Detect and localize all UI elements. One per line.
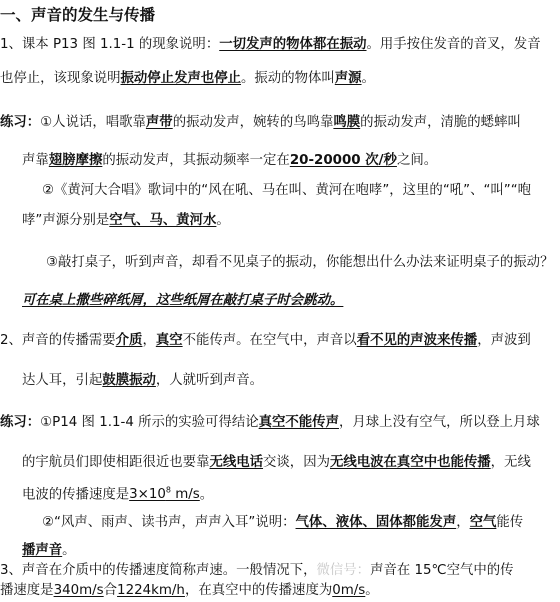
ex1-line-2 [22, 150, 560, 172]
text: 电波的传播速度是 [22, 487, 130, 503]
answer-spread: 播声音 [22, 543, 63, 558]
text: 的振动发声，婉转的鸟鸣靠 [172, 115, 334, 130]
p3-line-2 [0, 580, 560, 602]
question-table: ③敲打桌子，听到声音，却看不见桌子的振动，你能想出什么办法来证明桌子的振动？ [46, 255, 554, 270]
answer-states: 气体、液体、固体都能发声 [295, 515, 457, 530]
answer-source: 声源 [334, 71, 362, 86]
text: 1、课本 P13 图 1.1-1 的现象说明： [0, 37, 220, 52]
answer-radio-phone: 无线电话 [209, 455, 264, 470]
text: ， [456, 515, 470, 530]
exercise-label: 练习： [0, 115, 41, 130]
text: 。 [199, 487, 214, 503]
text: 播速度是 [0, 583, 54, 598]
answer-vacuum-no-sound: 真空不能传声 [258, 415, 339, 430]
answer-sound-wave: 看不见的声波来传播 [356, 333, 478, 348]
answer-frequency: 20-20000 次/秒 [289, 153, 397, 168]
answer-vibration: 一切发声的物体都在振动 [219, 37, 367, 52]
text: 能传 [496, 515, 524, 530]
text: ， [142, 333, 156, 348]
answer-medium: 介质 [115, 333, 143, 348]
text: 也停止，该现象说明 [0, 71, 121, 86]
answer-radio-wave: 无线电波在真空中也能传播 [329, 455, 491, 470]
answer-paper-scraps: 可在桌上撒些碎纸屑，这些纸屑在敲打桌子时会跳动。 [22, 293, 344, 308]
text: 2、声音的传播需要 [0, 333, 116, 348]
answer-air-speed: 340m/s [53, 583, 104, 598]
text: 。 [361, 71, 375, 86]
text: 。 [216, 213, 230, 228]
text: 。振动的物体叫 [241, 71, 335, 86]
answer-syrinx: 鸣膜 [333, 115, 361, 130]
text: 不能传声。在空气中，声音以 [182, 333, 357, 348]
ex1-line-4 [22, 210, 560, 232]
answer-vacuum-speed: 0m/s [332, 583, 366, 598]
text: 的宇航员们即使相距很近也要靠 [22, 455, 210, 470]
text: ，无线 [490, 455, 531, 470]
text: 交谈，因为 [263, 455, 330, 470]
text: 声音在 15℃空气中的传 [370, 563, 514, 578]
answer-air: 空气 [469, 515, 497, 530]
p2-line-1 [0, 330, 560, 352]
ex1-line-5 [46, 252, 560, 274]
answer-radio-speed: $3\times 10^8$ m/s [129, 486, 200, 503]
text: 。 [365, 583, 379, 598]
text: 的振动发声，其振动频率一定在 [102, 153, 290, 168]
text: 。用手按住发音的音叉，发音 [366, 37, 541, 52]
answer-eardrum: 鼓膜振动 [102, 373, 156, 388]
text: ①人说话，唱歌靠 [40, 115, 146, 130]
answer-vocal-cords: 声带 [145, 115, 173, 130]
exercise-label: 练习： [0, 415, 41, 430]
text: ，声波到 [477, 333, 531, 348]
text: ，月球上没有空气，所以登上月球 [338, 415, 540, 430]
ex2-line-5 [22, 540, 560, 562]
text: ，人就听到声音。 [155, 373, 264, 388]
p2-line-2 [22, 370, 560, 392]
ex2-line-4 [42, 512, 560, 534]
p1-line-2 [0, 68, 560, 90]
ex2-line-2 [22, 452, 560, 474]
text: 声靠 [22, 153, 49, 168]
text: 之间。 [396, 153, 438, 168]
watermark-text: 微信号： [316, 563, 371, 578]
answer-stop: 振动停止发声也停止 [120, 71, 242, 86]
ex1-line-6 [22, 290, 560, 312]
text: 哮”声源分别是 [22, 213, 110, 228]
text: 的振动发声，清脆的蟋蟀叫 [360, 115, 521, 130]
ex2-line-3 [22, 480, 560, 506]
ex2-line-1 [0, 412, 560, 434]
answer-air-speed-kmh: 1224km/h [117, 583, 185, 598]
section-title: 一、声音的发生与传播 [0, 6, 156, 24]
text: ②《黄河大合唱》歌词中的“风在吼、马在叫、黄河在咆哮”，这里的“吼”、“叫”“咆 [42, 183, 532, 198]
answer-vacuum: 真空 [155, 333, 183, 348]
text: ②“风声、雨声、读书声，声声入耳”说明： [42, 515, 296, 530]
answer-sources: 空气、马、黄河水 [109, 213, 217, 228]
text: 达人耳，引起 [22, 373, 103, 388]
text: ①P14 图 1.1-4 所示的实验可得结论 [40, 415, 259, 430]
p1-line-1 [0, 34, 560, 56]
text: ，在真空中的传播速度为 [184, 583, 333, 598]
text: 合 [103, 583, 118, 598]
p3-line-1 [0, 560, 560, 582]
answer-wings: 翅膀摩擦 [48, 153, 103, 168]
text: 3、声音在介质中的传播速度简称声速。一般情况下， [0, 563, 317, 578]
ex1-line-1 [0, 112, 560, 134]
ex1-line-3 [42, 180, 560, 202]
text: 。 [62, 543, 76, 558]
